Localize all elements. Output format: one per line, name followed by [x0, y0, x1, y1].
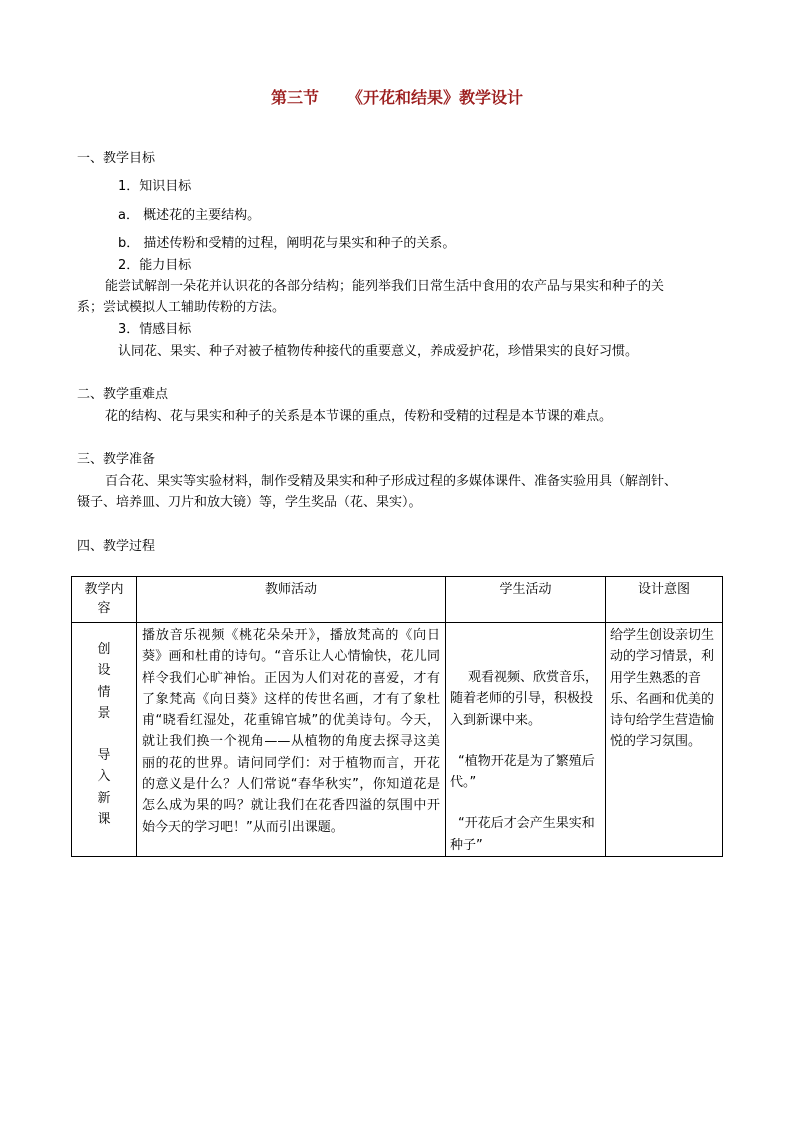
title-lesson-name: 《开花和结果》教学设计 [347, 88, 524, 107]
section-heading-preparation: 三、教学准备 [77, 452, 156, 467]
header-design-intent: 设计意图 [606, 577, 723, 623]
student-activity-p1: 观看视频、欣赏音乐，随着老师的引导，积极投入到新课中来。 [450, 670, 599, 728]
emotion-text: 认同花、果实、种子对被子植物传种接代的重要意义，养成爱护花，珍惜果实的良好习惯。 [118, 344, 639, 359]
section-heading-process: 四、教学过程 [77, 539, 156, 554]
knowledge-item-b: b． 描述传粉和受精的过程，阐明花与果实和种子的关系。 [118, 236, 456, 251]
student-activity-p2: “植物开花是为了繁殖后代。” [450, 753, 595, 791]
preparation-text-line2: 镊子、培养皿、刀片和放大镜）等，学生奖品（花、果实）。 [77, 495, 422, 510]
page-title [0, 88, 794, 108]
table-row [72, 623, 723, 857]
subheading-ability: 2．能力目标 [118, 258, 192, 273]
subheading-knowledge: 1．知识目标 [118, 179, 192, 194]
key-points-text: 花的结构、花与果实和种子的关系是本节课的重点，传粉和受精的过程是本节课的难点。 [105, 409, 613, 424]
ability-text-line1: 能尝试解剖一朵花并认识花的各部分结构；能列举我们日常生活中食用的农产品与果实和种子的关 [105, 279, 665, 294]
header-teacher-activity: 教师活动 [137, 577, 446, 623]
teacher-activity-cell: 播放音乐视频《桃花朵朵开》，播放梵高的《向日葵》画和杜甫的诗句。“音乐让人心情愉快，花儿同样令我们心旷神怡。正因为人们对花的喜爱，才有了象梵高《向日葵》这样的传世名画，才有了象杜甫“晓看红湿处，花重锦官城”的优美诗句。今天，就让我们换一个视角——从植物的角度去探寻这美丽的花的世界。请问同学们：对于植物而言，开花的意义是什么？人们常说“春华秋实”，你知道花是怎么成为果的吗？就让我们在花香四溢的氛围中开始今天的学习吧！”从而引出课题。 [137, 623, 446, 857]
student-activity-cell [446, 623, 606, 857]
table-header-row [72, 577, 723, 623]
teaching-process-table [71, 576, 723, 857]
section-heading-objectives: 一、教学目标 [77, 151, 156, 166]
header-student-activity: 学生活动 [446, 577, 606, 623]
student-activity-p3: “开花后才会产生果实和种子” [450, 816, 595, 853]
preparation-text-line1: 百合花、果实等实验材料，制作受精及果实和种子形成过程的多媒体课件、准备实验用具（解剖针、 [105, 474, 678, 489]
knowledge-item-a: a． 概述花的主要结构。 [118, 208, 261, 223]
content-cell: 创 设 情 景 导 入 新 课 [72, 623, 137, 857]
header-content: 教学内 容 [72, 577, 137, 623]
subheading-emotion: 3．情感目标 [118, 322, 192, 337]
design-intent-cell: 给学生创设亲切生动的学习情景，利用学生熟悉的音乐、名画和优美的诗句给学生营造愉悦的学习氛围。 [606, 623, 723, 857]
ability-text-line2: 系；尝试模拟人工辅助传粉的方法。 [77, 300, 286, 315]
section-heading-key-points: 二、教学重难点 [77, 387, 169, 402]
title-section-number: 第三节 [270, 88, 319, 107]
